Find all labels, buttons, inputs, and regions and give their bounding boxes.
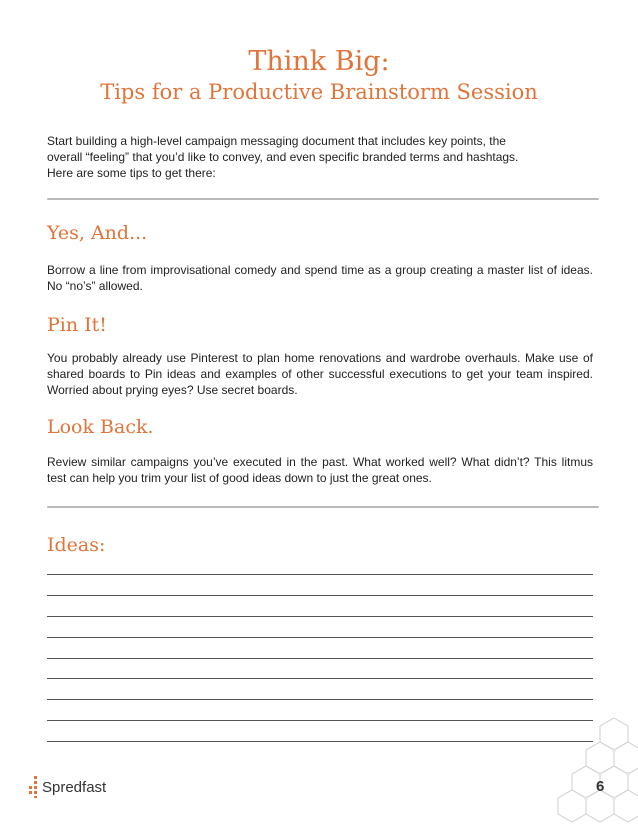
ideas-writing-line[interactable] <box>47 699 593 700</box>
ideas-writing-line[interactable] <box>47 741 593 742</box>
section-heading-yes-and: Yes, And... <box>47 222 148 244</box>
section-body-pin-it: You probably already use Pinterest to plan home renovations and wardrobe overhauls. Make use of shared boards to Pin ideas and examples of other successful executions to get your team inspired. Worried about prying eyes? Use secret boards. <box>47 351 593 397</box>
page-subtitle: Tips for a Productive Brainstorm Session <box>100 80 538 104</box>
brand-name: Spredfast <box>42 778 107 796</box>
section-heading-pin-it: Pin It! <box>47 314 107 336</box>
ideas-writing-line[interactable] <box>47 616 593 617</box>
ideas-writing-line[interactable] <box>47 678 593 679</box>
section-body-yes-and: Borrow a line from improvisational comedy and spend time as a group creating a master list of ideas. No “no’s” allowed. <box>47 263 593 293</box>
ideas-writing-line[interactable] <box>47 658 593 659</box>
intro-paragraph <box>47 133 593 181</box>
section-divider-top <box>47 198 599 200</box>
intro-line-1: Start building a high-level campaign messaging document that includes key points, the <box>47 134 506 148</box>
hexagon-pattern-icon <box>518 716 638 826</box>
page-number: 6 <box>596 778 605 795</box>
ideas-writing-line[interactable] <box>47 637 593 638</box>
ideas-writing-line[interactable] <box>47 595 593 596</box>
section-heading-look-back: Look Back. <box>47 416 154 438</box>
ideas-heading: Ideas: <box>47 534 106 556</box>
ideas-writing-line[interactable] <box>47 574 593 575</box>
spredfast-logo-mark-icon <box>28 776 38 798</box>
spredfast-logo <box>28 776 106 798</box>
intro-line-3: Here are some tips to get there: <box>47 166 216 180</box>
ideas-writing-line[interactable] <box>47 720 593 721</box>
section-body-look-back: Review similar campaigns you’ve executed in the past. What worked well? What didn’t? This litmus test can help you trim your list of good ideas down to just the great ones. <box>47 455 593 485</box>
intro-line-2: overall “feeling” that you’d like to convey, and even specific branded terms and hashtags. <box>47 150 519 164</box>
page-title: Think Big: <box>248 46 390 77</box>
section-divider-bottom <box>47 506 599 508</box>
